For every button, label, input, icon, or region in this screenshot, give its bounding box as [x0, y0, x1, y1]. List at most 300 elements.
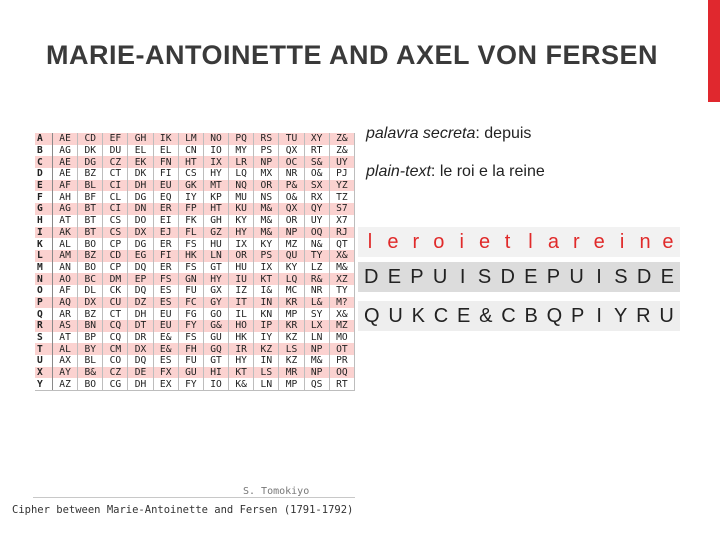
figure-caption: Cipher between Marie-Antoinette and Fersen (1791-1792) — [12, 504, 354, 516]
cipher-pair: PJ — [329, 168, 354, 180]
cipher-letter: U — [659, 304, 674, 327]
cipher-pair: M? — [329, 297, 354, 309]
cipher-pair: X7 — [329, 215, 354, 227]
cipher-letter: Q — [546, 304, 563, 327]
cipher-pair: DX — [128, 343, 153, 355]
cipher-pair: QX — [279, 145, 304, 157]
cipher-pair: AN — [53, 262, 78, 274]
cipher-pair: CI — [103, 203, 128, 215]
cipher-pair: CD — [78, 133, 103, 145]
cipher-key-letter: G — [35, 203, 53, 215]
cipher-pair: GQ — [203, 343, 228, 355]
cipher-pair: AH — [53, 191, 78, 203]
accent-bar — [708, 0, 720, 102]
cipher-pair: EG — [128, 250, 153, 262]
cipher-key-letter: N — [35, 273, 53, 285]
cipher-letter: B — [524, 304, 538, 327]
slide-title: MARIE-ANTOINETTE AND AXEL VON FERSEN — [46, 40, 659, 70]
cipher-pair: PS — [254, 145, 279, 157]
cipher-pair: LN — [203, 250, 228, 262]
cipher-pair: DM — [103, 273, 128, 285]
plaintext-letter: l — [528, 230, 533, 253]
cipher-pair: FU — [178, 355, 203, 367]
cipher-pair: LX — [304, 320, 329, 332]
cipher-table-row — [35, 308, 355, 320]
cipher-pair: HK — [229, 332, 254, 344]
cipher-pair: KY — [229, 215, 254, 227]
cipher-pair: ER — [153, 262, 178, 274]
cipher-pair: IY — [178, 191, 203, 203]
cipher-pair: AG — [53, 145, 78, 157]
cipher-pair: N& — [304, 238, 329, 250]
cipher-pair: SX — [304, 180, 329, 192]
plaintext-letter: l — [367, 230, 373, 253]
cipher-pair: GH — [203, 215, 228, 227]
cipher-pair: EJ — [153, 227, 178, 239]
cipher-pair: IL — [229, 308, 254, 320]
cipher-pair: HK — [178, 250, 203, 262]
key-letter: S — [614, 265, 628, 288]
cipher-pair: LQ — [279, 273, 304, 285]
cipher-pair: CT — [103, 308, 128, 320]
cipher-pair: OC — [279, 156, 304, 168]
cipher-pair: OR — [254, 180, 279, 192]
cipher-pair: AR — [53, 308, 78, 320]
cipher-key-letter: R — [35, 320, 53, 332]
cipher-pair: BZ — [78, 308, 103, 320]
cipher-pair: EU — [153, 320, 178, 332]
cipher-pair: E& — [153, 332, 178, 344]
plaintext-letter: r — [572, 230, 580, 253]
cipher-pair: QY — [304, 203, 329, 215]
cipher-key-letter: L — [35, 250, 53, 262]
cipher-pair: PR — [329, 355, 354, 367]
cipher-pair: IZ — [229, 285, 254, 297]
cipher-pair: X& — [329, 250, 354, 262]
cipher-pair: R& — [304, 273, 329, 285]
cipher-pair: GY — [203, 297, 228, 309]
cipher-pair: M& — [254, 215, 279, 227]
cipher-pair: O& — [279, 191, 304, 203]
cipher-pair: AY — [53, 367, 78, 379]
cipher-pair: ES — [153, 285, 178, 297]
cipher-pair: OR — [279, 215, 304, 227]
cipher-pair: CK — [103, 285, 128, 297]
plaintext-letter: e — [387, 230, 399, 253]
cipher-pair: BL — [78, 355, 103, 367]
cipher-pair: EI — [153, 215, 178, 227]
cipher-pair: NR — [304, 285, 329, 297]
cipher-table-row — [35, 320, 355, 332]
cipher-pair: KY — [279, 262, 304, 274]
cipher-key-letter: O — [35, 285, 53, 297]
cipher-table-row — [35, 180, 355, 192]
cipher-pair: QT — [329, 238, 354, 250]
cipher-table-row — [35, 285, 355, 297]
cipher-pair: GU — [203, 332, 228, 344]
cipher-pair: DX — [78, 297, 103, 309]
cipher-letter: Y — [613, 304, 628, 327]
cipher-letter: C — [433, 304, 449, 327]
cipher-pair: IN — [254, 297, 279, 309]
plaintext-letter: e — [662, 230, 674, 253]
cipher-pair: AQ — [53, 297, 78, 309]
cipher-pair: YZ — [329, 180, 354, 192]
cipher-pair: IN — [254, 355, 279, 367]
cipher-pair: BT — [78, 215, 103, 227]
key-letters-row — [358, 262, 680, 292]
cipher-pair: HY — [203, 168, 228, 180]
cipher-table-row — [35, 332, 355, 344]
cipher-pair: DG — [128, 238, 153, 250]
cipher-pair: FS — [153, 273, 178, 285]
cipher-pair: BT — [78, 203, 103, 215]
cipher-pair: IY — [254, 332, 279, 344]
cipher-pair: S& — [304, 156, 329, 168]
cipher-pair: IK — [153, 133, 178, 145]
cipher-table-row — [35, 250, 355, 262]
cipher-pair: CM — [103, 343, 128, 355]
cipher-pair: AL — [53, 343, 78, 355]
cipher-pair: L& — [304, 297, 329, 309]
cipher-pair: DG — [128, 191, 153, 203]
cipher-table-row — [35, 227, 355, 239]
cipher-table-row — [35, 367, 355, 379]
cipher-pair: CL — [103, 191, 128, 203]
figure-credit: S. Tomokiyo — [243, 486, 310, 497]
cipher-pair: QX — [279, 203, 304, 215]
cipher-pair: NO — [203, 133, 228, 145]
cipher-pair: KT — [254, 273, 279, 285]
cipher-pair: KU — [229, 203, 254, 215]
cipher-pair: LZ — [304, 262, 329, 274]
cipher-pair: NQ — [229, 180, 254, 192]
cipher-pair: FG — [178, 308, 203, 320]
cipher-pair: CP — [103, 262, 128, 274]
key-letter: P — [410, 265, 424, 288]
cipher-table-row — [35, 133, 355, 145]
cipher-pair: BF — [78, 191, 103, 203]
cipher-pair: GT — [203, 355, 228, 367]
key-letter: I — [459, 265, 466, 288]
cipher-table-row — [35, 238, 355, 250]
key-letter: E — [524, 265, 538, 288]
cipher-key-letter: B — [35, 145, 53, 157]
cipher-pair: XZ — [329, 273, 354, 285]
cipher-pair: FU — [178, 285, 203, 297]
plaintext-label: plain-text — [366, 163, 431, 180]
key-letter: U — [432, 265, 448, 288]
cipher-pair: MR — [279, 367, 304, 379]
cipher-pair: XY — [304, 133, 329, 145]
cipher-key-letter: S — [35, 332, 53, 344]
key-letter: D — [500, 265, 515, 288]
cipher-pair: BO — [78, 378, 103, 390]
cipher-pair: AZ — [53, 378, 78, 390]
cipher-pair: IP — [254, 320, 279, 332]
cipher-pair: BL — [78, 180, 103, 192]
cipher-pair: EU — [153, 180, 178, 192]
cipher-pair: AX — [53, 355, 78, 367]
cipher-pair: CS — [178, 168, 203, 180]
cipher-pair: FI — [153, 250, 178, 262]
key-letter: E — [387, 265, 402, 288]
cipher-pair: CS — [103, 215, 128, 227]
cipher-pair: EK — [128, 156, 153, 168]
cipher-pair: AS — [53, 320, 78, 332]
cipher-table-row — [35, 378, 355, 390]
cipher-pair: HY — [229, 355, 254, 367]
cipher-table-row — [35, 215, 355, 227]
cipher-pair: FL — [178, 227, 203, 239]
secret-word-line — [366, 125, 531, 143]
ciphertext-letters-row — [358, 301, 680, 331]
cipher-pair: AE — [53, 156, 78, 168]
plaintext-line — [366, 163, 545, 181]
cipher-pair: DH — [128, 378, 153, 390]
cipher-pair: DX — [128, 227, 153, 239]
cipher-pair: KP — [203, 191, 228, 203]
cipher-pair: TY — [329, 285, 354, 297]
cipher-pair: EL — [128, 145, 153, 157]
cipher-pair: MX — [254, 168, 279, 180]
cipher-pair: EQ — [153, 191, 178, 203]
cipher-pair: PS — [254, 250, 279, 262]
cipher-pair: TU — [279, 133, 304, 145]
cipher-pair: RT — [304, 145, 329, 157]
cipher-pair: HO — [229, 320, 254, 332]
cipher-pair: GH — [128, 133, 153, 145]
cipher-pair: DQ — [128, 262, 153, 274]
cipher-pair: DT — [128, 320, 153, 332]
cipher-key-letter: H — [35, 215, 53, 227]
secret-word-label: palavra secreta — [366, 125, 476, 142]
cipher-pair: AF — [53, 180, 78, 192]
cipher-pair: CS — [103, 227, 128, 239]
cipher-pair: M& — [254, 203, 279, 215]
cipher-key-letter: M — [35, 262, 53, 274]
cipher-pair: S7 — [329, 203, 354, 215]
cipher-pair: MP — [279, 308, 304, 320]
cipher-pair: LN — [254, 378, 279, 390]
cipher-pair: CU — [103, 297, 128, 309]
cipher-table-row — [35, 297, 355, 309]
cipher-pair: P& — [279, 180, 304, 192]
cipher-pair: GN — [178, 273, 203, 285]
cipher-pair: OT — [329, 343, 354, 355]
cipher-table-row — [35, 168, 355, 180]
cipher-pair: NP — [254, 156, 279, 168]
cipher-pair: K& — [229, 378, 254, 390]
cipher-pair: EL — [153, 145, 178, 157]
cipher-pair: CO — [103, 355, 128, 367]
cipher-pair: CZ — [103, 367, 128, 379]
cipher-pair: ER — [153, 238, 178, 250]
cipher-pair: UY — [329, 156, 354, 168]
cipher-pair: IO — [203, 378, 228, 390]
cipher-pair: CN — [178, 145, 203, 157]
plaintext-letter: a — [547, 230, 559, 253]
key-letter: P — [546, 265, 561, 288]
cipher-pair: KZ — [279, 332, 304, 344]
cipher-key-letter: I — [35, 227, 53, 239]
plaintext-separator: : — [430, 163, 440, 180]
plaintext-letters-row — [358, 227, 680, 257]
cipher-pair: FS — [178, 332, 203, 344]
cipher-pair: OQ — [304, 227, 329, 239]
cipher-key-letter: Y — [35, 378, 53, 390]
cipher-pair: BO — [78, 238, 103, 250]
cipher-pair: I& — [254, 285, 279, 297]
cipher-key-letter: K — [35, 238, 53, 250]
cipher-pair: DU — [103, 145, 128, 157]
cipher-pair: EF — [103, 133, 128, 145]
cipher-pair: DO — [128, 215, 153, 227]
cipher-pair: KR — [279, 320, 304, 332]
cipher-pair: BC — [78, 273, 103, 285]
secret-word-separator: : — [475, 125, 485, 142]
cipher-pair: X& — [329, 308, 354, 320]
plaintext-letter: o — [433, 230, 445, 253]
key-letter: D — [364, 265, 379, 288]
secret-word-value: depuis — [484, 125, 532, 142]
cipher-pair: FI — [153, 168, 178, 180]
plaintext-letter: n — [639, 230, 651, 253]
cipher-key-letter: Q — [35, 308, 53, 320]
cipher-table-row — [35, 343, 355, 355]
cipher-key-letter: F — [35, 191, 53, 203]
cipher-pair: DE — [128, 367, 153, 379]
plaintext-letter: i — [459, 230, 464, 253]
cipher-pair: B& — [78, 367, 103, 379]
cipher-pair: LR — [229, 156, 254, 168]
cipher-pair: AF — [53, 285, 78, 297]
cipher-pair: QU — [279, 250, 304, 262]
cipher-pair: FH — [178, 343, 203, 355]
cipher-pair: ES — [153, 297, 178, 309]
cipher-letter: R — [636, 304, 651, 327]
cipher-pair: EU — [153, 308, 178, 320]
cipher-pair: KZ — [279, 355, 304, 367]
cipher-pair: HT — [178, 156, 203, 168]
cipher-pair: MC — [279, 285, 304, 297]
cipher-pair: DN — [128, 203, 153, 215]
cipher-pair: HY — [203, 273, 228, 285]
cipher-pair: ER — [153, 203, 178, 215]
cipher-key-letter: X — [35, 367, 53, 379]
cipher-pair: MP — [279, 378, 304, 390]
cipher-pair: CP — [103, 238, 128, 250]
plaintext-letter: e — [593, 230, 605, 253]
cipher-pair: AM — [53, 250, 78, 262]
cipher-pair: AE — [53, 168, 78, 180]
cipher-table-row — [35, 191, 355, 203]
cipher-pair: BT — [78, 227, 103, 239]
cipher-pair: AO — [53, 273, 78, 285]
cipher-pair: IO — [203, 145, 228, 157]
cipher-pair: KR — [279, 297, 304, 309]
cipher-pair: KZ — [254, 343, 279, 355]
cipher-letter: & — [479, 304, 493, 327]
cipher-key-letter: P — [35, 297, 53, 309]
key-letter: D — [636, 265, 652, 288]
cipher-pair: FS — [178, 238, 203, 250]
cipher-pair: PQ — [229, 133, 254, 145]
plaintext-letter: t — [504, 230, 511, 253]
cipher-pair: NP — [304, 367, 329, 379]
cipher-pair: AK — [53, 227, 78, 239]
cipher-pair: NR — [279, 168, 304, 180]
cipher-pair: FP — [178, 203, 203, 215]
cipher-pair: MZ — [329, 320, 354, 332]
cipher-pair: DK — [78, 145, 103, 157]
cipher-pair: MU — [229, 191, 254, 203]
cipher-pair: M& — [304, 355, 329, 367]
cipher-pair: MZ — [279, 238, 304, 250]
cipher-pair: QS — [304, 378, 329, 390]
cipher-pair: HU — [229, 262, 254, 274]
cipher-pair: CQ — [103, 332, 128, 344]
plaintext-value: le roi e la reine — [439, 163, 545, 180]
cipher-table-row — [35, 262, 355, 274]
cipher-pair: UY — [304, 215, 329, 227]
cipher-pair: BN — [78, 320, 103, 332]
cipher-pair: OR — [229, 250, 254, 262]
cipher-pair: LS — [279, 343, 304, 355]
cipher-table-row — [35, 273, 355, 285]
cipher-pair: GZ — [203, 227, 228, 239]
cipher-pair: Z& — [329, 145, 354, 157]
cipher-table — [35, 133, 355, 391]
cipher-key-letter: T — [35, 343, 53, 355]
cipher-letter: Q — [364, 304, 380, 327]
cipher-key-letter: D — [35, 168, 53, 180]
cipher-pair: IT — [229, 297, 254, 309]
cipher-pair: IX — [254, 262, 279, 274]
cipher-pair: BZ — [78, 168, 103, 180]
cipher-pair: FS — [178, 262, 203, 274]
cipher-letter: I — [596, 304, 602, 327]
cipher-pair: HU — [203, 238, 228, 250]
cipher-letter: K — [411, 304, 425, 327]
cipher-pair: G& — [203, 320, 228, 332]
cipher-pair: AT — [53, 332, 78, 344]
cipher-pair: MY — [229, 145, 254, 157]
cipher-pair: GO — [203, 308, 228, 320]
cipher-pair: MO — [329, 332, 354, 344]
cipher-table-row — [35, 156, 355, 168]
cipher-pair: M& — [329, 262, 354, 274]
cipher-pair: RJ — [329, 227, 354, 239]
cipher-key-letter: A — [35, 133, 53, 145]
cipher-pair: FC — [178, 297, 203, 309]
key-letter: U — [569, 265, 584, 288]
cipher-pair: LN — [304, 332, 329, 344]
cipher-pair: NP — [304, 343, 329, 355]
cipher-pair: LQ — [229, 168, 254, 180]
cipher-pair: NS — [254, 191, 279, 203]
cipher-pair: FN — [153, 156, 178, 168]
cipher-pair: KN — [254, 308, 279, 320]
cipher-letter: E — [457, 304, 471, 327]
cipher-pair: Z& — [329, 133, 354, 145]
cipher-pair: AT — [53, 215, 78, 227]
cipher-pair: BP — [78, 332, 103, 344]
cipher-pair: DR — [128, 332, 153, 344]
cipher-pair: IR — [229, 343, 254, 355]
cipher-pair: BY — [78, 343, 103, 355]
cipher-pair: IX — [203, 156, 228, 168]
